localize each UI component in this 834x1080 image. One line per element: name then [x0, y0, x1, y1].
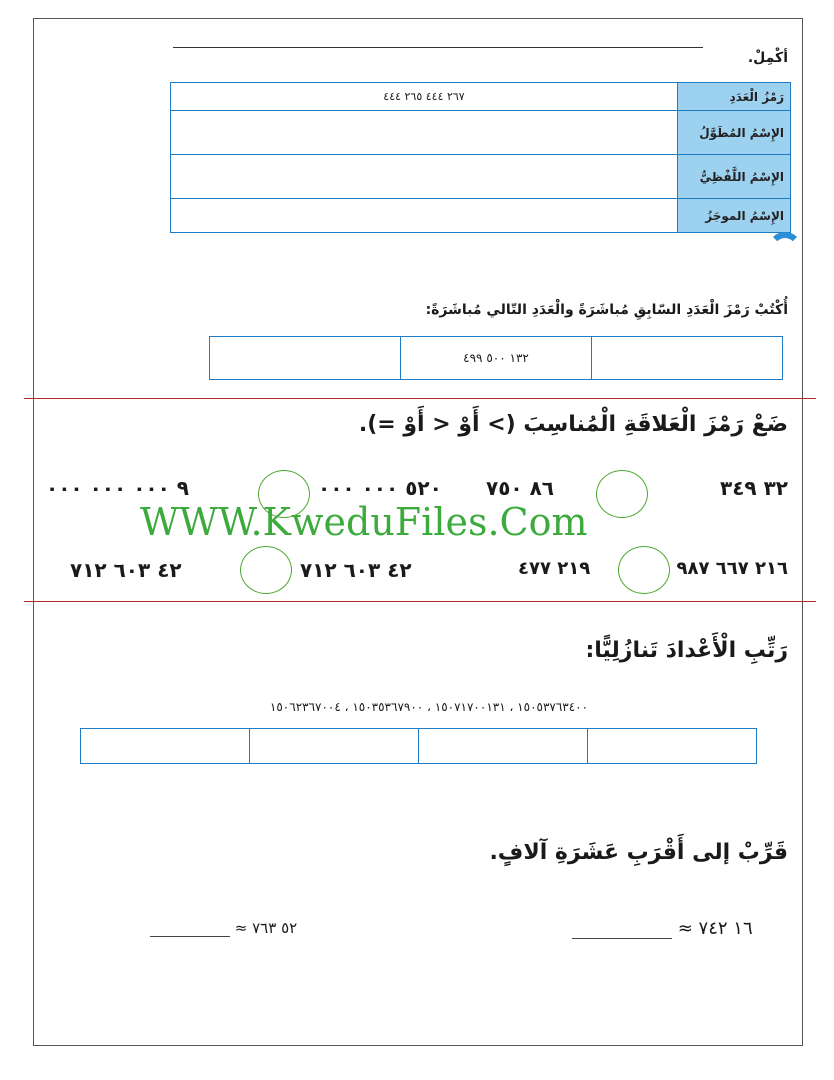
compare-number: ٤٢ ٦٠٣ ٧١٢ [300, 558, 412, 582]
compare-number: ٩ ٠٠٠ ٠٠٠ ٠٠٠ [46, 476, 189, 500]
corner-decoration-icon [768, 232, 802, 266]
compare-circle[interactable] [618, 546, 670, 594]
order-answer-cell[interactable] [250, 729, 419, 764]
numbers-to-order: ١٥٠٥٣٧٦٣٤٠٠ ، ١٥٠٧١٧٠٠١٣١ ، ١٥٠٣٥٣٦٧٩٠٠ ، ١٥٠٦٢٣٦٧٠٠٤ [269, 700, 589, 714]
label-expanded-name: الإِسْمُ المُطَوَّلُ [678, 111, 791, 155]
compare-number: ٨٦ ٧٥٠ [486, 476, 555, 500]
compare-number: ٤٢ ٦٠٣ ٧١٢ [70, 558, 182, 582]
number-forms-table [170, 82, 791, 233]
compare-number: ٣٢ ٣٤٩ [719, 476, 788, 500]
rounding-expression: ≈ ١٦ ٧٤٢ [677, 918, 753, 939]
compare-circle[interactable] [596, 470, 648, 518]
compare-number: ٢١٩ ٤٧٧ [518, 558, 591, 579]
rounding-answer-blank[interactable] [572, 920, 672, 939]
ordering-table [80, 728, 757, 764]
order-answer-cell[interactable] [81, 729, 250, 764]
compare-number: ٢١٦ ٦٦٧ ٩٨٧ [676, 558, 788, 579]
answer-short-name[interactable] [171, 199, 678, 233]
order-answer-cell[interactable] [588, 729, 757, 764]
label-short-name: الإِسْمُ الموجَزُ [678, 199, 791, 233]
answer-previous-number[interactable] [592, 337, 783, 380]
top-rule [173, 47, 703, 48]
answer-next-number[interactable] [210, 337, 401, 380]
compare-circle[interactable] [240, 546, 292, 594]
section2-title: أُكْتُبْ رَمْزَ الْعَدَدِ السّابِقِ مُباشَرَةً والْعَدَدِ التّالي مُباشَرَةً: [425, 302, 788, 318]
section3-title: ضَعْ رَمْزَ الْعَلاقَةِ الْمُناسِبَ (> أَوْ < أَوْ =). [358, 412, 788, 437]
before-after-table [209, 336, 783, 380]
watermark: WWW.KweduFiles.Com [140, 500, 588, 544]
rounding-expression: ≈ ٥٢ ٧٦٣ [234, 919, 298, 937]
rounding-item [572, 918, 753, 939]
section-divider [24, 601, 816, 602]
label-word-name: الإِسْمُ اللَّفْظِيُّ [678, 155, 791, 199]
order-answer-cell[interactable] [419, 729, 588, 764]
label-number-symbol: رَمْزُ الْعَدَدِ [678, 83, 791, 111]
rounding-answer-blank[interactable] [150, 918, 230, 937]
answer-expanded-name[interactable] [171, 111, 678, 155]
compare-number: ٥٢٠ ٠٠٠ ٠٠٠ [318, 476, 442, 500]
rounding-item [150, 918, 297, 937]
given-number: ١٣٢ ٥٠٠ ٤٩٩ [401, 337, 592, 380]
section5-title: قَرِّبْ إلى أَقْرَبِ عَشَرَةِ آلافٍ. [489, 840, 788, 865]
section4-title: رَتِّبِ الْأَعْدادَ تَنازُلِيًّا: [585, 638, 788, 663]
value-number-symbol: ٢٦٧ ٤٤٤ ٢٦٥ ٤٤٤ [171, 83, 678, 111]
section1-title: أكْمِلْ. [747, 50, 788, 66]
answer-word-name[interactable] [171, 155, 678, 199]
section-divider [24, 398, 816, 399]
